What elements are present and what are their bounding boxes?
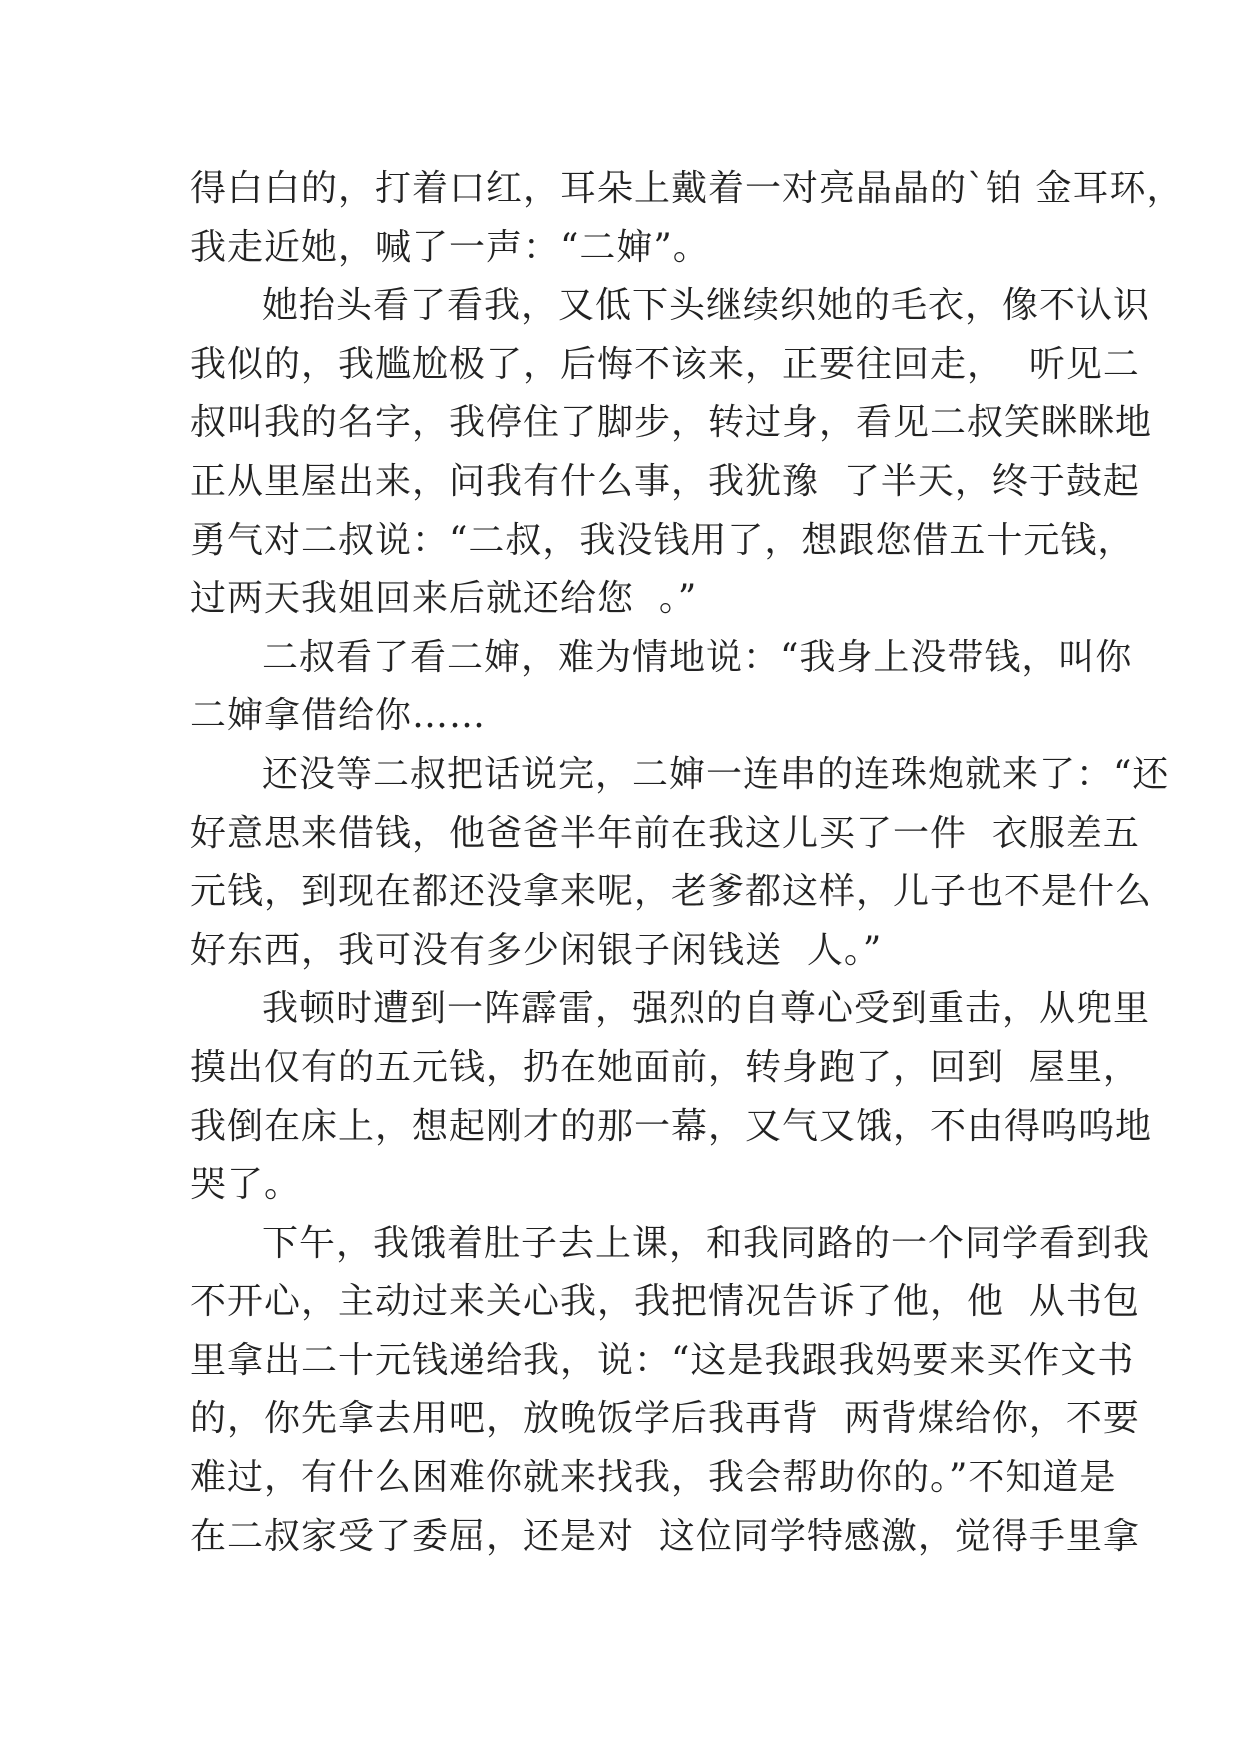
text-line: 我走近她，喊了一声：“二婶”。 [190,226,710,268]
text-line: 好东西，我可没有多少闲银子闲钱送 人。” [190,929,883,971]
text-line: 二叔看了看二婶，难为情地说：“我身上没带钱，叫你 [262,636,1133,678]
text-line: 好意思来借钱，他爸爸半年前在我这儿买了一件 衣服差五 [190,812,1140,854]
body-text [190,160,1184,1566]
text-line: 过两天我姐回来后就还给您 。” [190,578,698,620]
text-line: 哭了。 [190,1164,302,1206]
text-line: 她抬头看了看我，又低下头继续织她的毛衣，像不认识 [262,285,1151,327]
text-line: 还没等二叔把话说完，二婶一连串的连珠炮就来了：“还 [262,753,1170,795]
text-line: 不开心，主动过来关心我，我把情况告诉了他，他 从书包 [190,1281,1140,1323]
text-line: 的，你先拿去用吧，放晚饭学后我再背 两背煤给你，不要 [190,1398,1140,1440]
text-line: 二婶拿借给你…… [190,695,487,737]
text-line: 难过，有什么困难你就来找我，我会帮助你的。”不知道是 [190,1457,1117,1499]
text-line: 勇气对二叔说：“二叔，我没钱用了，想跟您借五十元钱， [190,519,1135,561]
text-line: 下午，我饿着肚子去上课，和我同路的一个同学看到我 [262,1222,1151,1264]
text-line: 我倒在床上，想起刚才的那一幕，又气又饿，不由得呜呜地 [190,1105,1153,1147]
text-line: 元钱，到现在都还没拿来呢，老爹都这样，儿子也不是什么 [190,871,1153,913]
text-line: 我似的，我尴尬极了，后悔不该来，正要往回走， 听见二 [190,343,1140,385]
text-line: 在二叔家受了委屈，还是对 这位同学特感激，觉得手里拿 [190,1515,1140,1557]
text-line: 我顿时遭到一阵霹雷，强烈的自尊心受到重击，从兜里 [262,988,1151,1030]
text-line: 得白白的，打着口红，耳朵上戴着一对亮晶晶的`铂 金耳环， [190,168,1184,209]
text-line: 里拿出二十元钱递给我，说：“这是我跟我妈要来买作文书 [190,1339,1135,1381]
text-line: 正从里屋出来，问我有什么事，我犹豫 了半天，终于鼓起 [190,460,1140,502]
text-line: 叔叫我的名字，我停住了脚步，转过身，看见二叔笑眯眯地 [190,402,1153,444]
text-line: 摸出仅有的五元钱，扔在她面前，转身跑了，回到 屋里， [190,1046,1140,1088]
